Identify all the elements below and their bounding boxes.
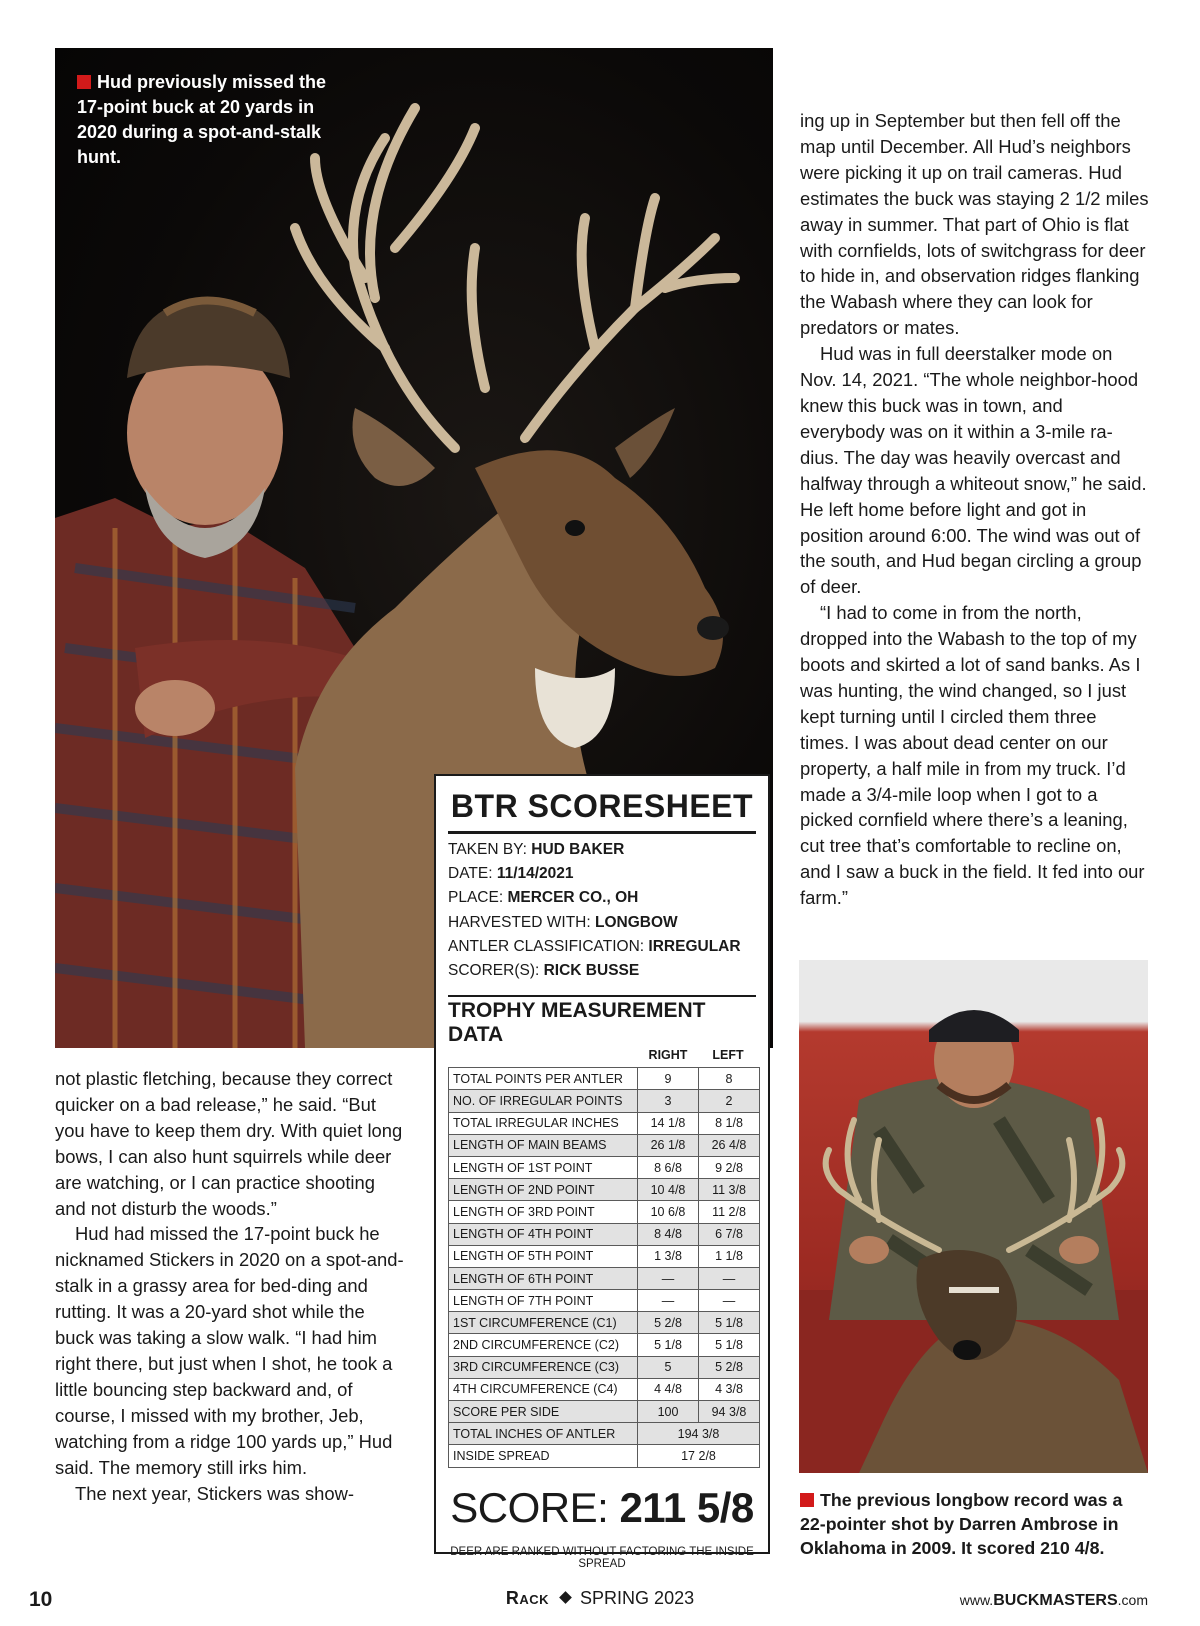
table-row [449,1445,760,1467]
row-value-left: 26 4/8 [699,1134,760,1156]
row-label: INSIDE SPREAD [449,1445,638,1467]
row-value-right: — [638,1290,699,1312]
row-label: LENGTH OF 6TH POINT [449,1267,638,1289]
table-row [449,1378,760,1400]
table-row [449,1334,760,1356]
btr-scoresheet [434,774,770,1570]
row-label: 1ST CIRCUMFERENCE (C1) [449,1312,638,1334]
caption-marker-icon [800,1493,814,1507]
table-row [449,1401,760,1423]
row-label: LENGTH OF 5TH POINT [449,1245,638,1267]
hunter-with-22-pointer-image [799,960,1148,1473]
row-value-right: — [638,1267,699,1289]
article-paragraph: Hud had missed the 17-point buck he nicknamed Stickers in 2020 on a spot-and-stalk in a grassy area for bed-ding and rutting. It was a 20-yard shot while the buck was taking a slow walk. “I had him right there, but just when I shot, he took a little bouncing step backward and, of course, I missed with my brother, Jeb, watching from a ridge 100 yards up,” Hud said. The memory still irks him. [55,1223,404,1478]
table-row [449,1356,760,1378]
row-value-right: 3 [638,1090,699,1112]
row-value-left: — [699,1267,760,1289]
row-value-left: 11 3/8 [699,1179,760,1201]
table-row [449,1090,760,1112]
measurement-column-headers [448,1047,756,1065]
row-label: LENGTH OF 3RD POINT [449,1201,638,1223]
scoresheet-title: BTR SCORESHEET [450,788,754,824]
row-value-right: 26 1/8 [638,1134,699,1156]
caption-marker-icon [77,75,91,89]
table-row [449,1068,760,1090]
row-label: 4TH CIRCUMFERENCE (C4) [449,1378,638,1400]
row-value-right: 10 4/8 [638,1179,699,1201]
row-value-left: 5 1/8 [699,1334,760,1356]
row-label: TOTAL POINTS PER ANTLER [449,1068,638,1090]
row-value-right: 5 1/8 [638,1334,699,1356]
row-value-left: 8 [699,1068,760,1090]
row-value-right: 14 1/8 [638,1112,699,1134]
table-row [449,1223,760,1245]
info-antler-classification: ANTLER CLASSIFICATION: IRREGULAR [448,937,741,955]
column-header-right: RIGHT [648,1048,688,1063]
final-score: SCORE: 211 5/8 [450,1483,754,1531]
article-paragraph: not plastic fletching, because they correct quicker on a bad release,” he said. “But you have to keep them dry. With quiet long bows, I can also hunt squirrels while deer are watching, or I can practice shooting and not disturb the woods.” [55,1068,403,1219]
row-value-right: 9 [638,1068,699,1090]
row-value-left: 5 2/8 [699,1356,760,1378]
table-row [449,1245,760,1267]
row-label: TOTAL IRREGULAR INCHES [449,1112,638,1134]
row-value-left: 4 3/8 [699,1378,760,1400]
info-taken-by: TAKEN BY: HUD BAKER [448,841,625,858]
row-label: 3RD CIRCUMFERENCE (C3) [449,1356,638,1378]
website-link[interactable]: www.BUCKMASTERS.com [959,1592,1148,1609]
row-label: NO. OF IRREGULAR POINTS [449,1090,638,1112]
measurement-table-title: TROPHY MEASUREMENT DATA [448,995,756,1047]
row-value-left: 8 1/8 [699,1112,760,1134]
row-value-left: 11 2/8 [699,1201,760,1223]
table-row [449,1156,760,1178]
table-row [449,1179,760,1201]
diamond-icon [559,1591,572,1604]
table-row [449,1267,760,1289]
article-paragraph: “I had to come in from the north, dropped into the Wabash to the top of my boots and skirted a lot of sand banks. As I was hunting, the wind changed, so I just kept turning until I circled them three times. I was about dead center on our property, a half mile in from my truck. I’d made a 3/4-mile loop when I got to a picked cornfield where there’s a leaning, cut tree that’s comfortable to recline on, and I saw a buck in the field. It fed into our farm.” [800,602,1145,909]
score-note: DEER ARE RANKED WITHOUT FACTORING THE INSIDE SPREAD [450,1545,754,1570]
row-value-left: 9 2/8 [699,1156,760,1178]
row-value-left: 1 1/8 [699,1245,760,1267]
issue-label: SPRING 2023 [580,1588,695,1608]
info-place: PLACE: MERCER CO., OH [448,889,639,907]
row-value-right: 8 6/8 [638,1156,699,1178]
info-harvested-with: HARVESTED WITH: LONGBOW [448,913,678,931]
row-value-right: 100 [638,1401,699,1423]
table-row [449,1312,760,1334]
divider [448,831,756,834]
row-value-right: 8 4/8 [638,1223,699,1245]
table-row [449,1423,760,1445]
row-value: 17 2/8 [638,1445,760,1467]
row-label: LENGTH OF 2ND POINT [449,1179,638,1201]
row-label: LENGTH OF 7TH POINT [449,1290,638,1312]
row-value-left: — [699,1290,760,1312]
column-header-left: LEFT [712,1048,744,1063]
row-value: 194 3/8 [638,1423,760,1445]
photo-caption-top: Hud previously missed the 17-point buck at 20 yards in 2020 during a spot-and-stalk hunt. [77,72,327,167]
row-label: LENGTH OF 4TH POINT [449,1223,638,1245]
article-paragraph: The next year, Stickers was show- [75,1482,355,1504]
info-date: DATE: 11/14/2021 [448,865,574,883]
info-scorers: SCORER(S): RICK BUSSE [448,962,640,980]
row-label: LENGTH OF MAIN BEAMS [449,1134,638,1156]
row-value-left: 94 3/8 [699,1401,760,1423]
row-value-right: 1 3/8 [638,1245,699,1267]
article-right-column [800,108,1150,911]
article-left-column [55,1066,405,1506]
article-paragraph: Hud was in full deerstalker mode on Nov. 14, 2021. “The whole neighbor-hood knew this buck was in town, and everybody was on it within a 3-mile ra-dius. The day was heavily overcast and halfway through a whiteout snow,” he said. He left home before light and got in position around 6:00. The wind was out of the south, and Hud began circling a group of deer. [800,343,1147,598]
record-buck-photo [799,960,1148,1473]
table-row [449,1290,760,1312]
row-label: TOTAL INCHES OF ANTLER [449,1423,638,1445]
table-row [449,1134,760,1156]
photo-caption-bottom: The previous longbow record was a 22-pointer shot by Darren Ambrose in Oklahoma in 2009. It scored 210 4/8. [800,1490,1123,1558]
article-paragraph: ing up in September but then fell off the map until December. All Hud’s neighbors were picking it up on trail cameras. Hud estimates the buck was staying 2 1/2 miles away in summer. That part of Ohio is flat with cornfields, lots of switchgrass for deer to hide in, and observation ridges flanking the Wabash where they can look for predators or mates. [800,110,1149,339]
row-value-right: 10 6/8 [638,1201,699,1223]
page-number: 10 [29,1588,53,1611]
measurement-table [448,1067,760,1467]
row-label: SCORE PER SIDE [449,1401,638,1423]
table-row [449,1112,760,1134]
row-value-right: 5 2/8 [638,1312,699,1334]
row-value-left: 6 7/8 [699,1223,760,1245]
magazine-name: Rack [505,1588,550,1608]
row-value-left: 5 1/8 [699,1312,760,1334]
row-label: 2ND CIRCUMFERENCE (C2) [449,1334,638,1356]
scoresheet-info [448,838,756,983]
row-label: LENGTH OF 1ST POINT [449,1156,638,1178]
row-value-right: 4 4/8 [638,1378,699,1400]
row-value-right: 5 [638,1356,699,1378]
row-value-left: 2 [699,1090,760,1112]
table-row [449,1201,760,1223]
